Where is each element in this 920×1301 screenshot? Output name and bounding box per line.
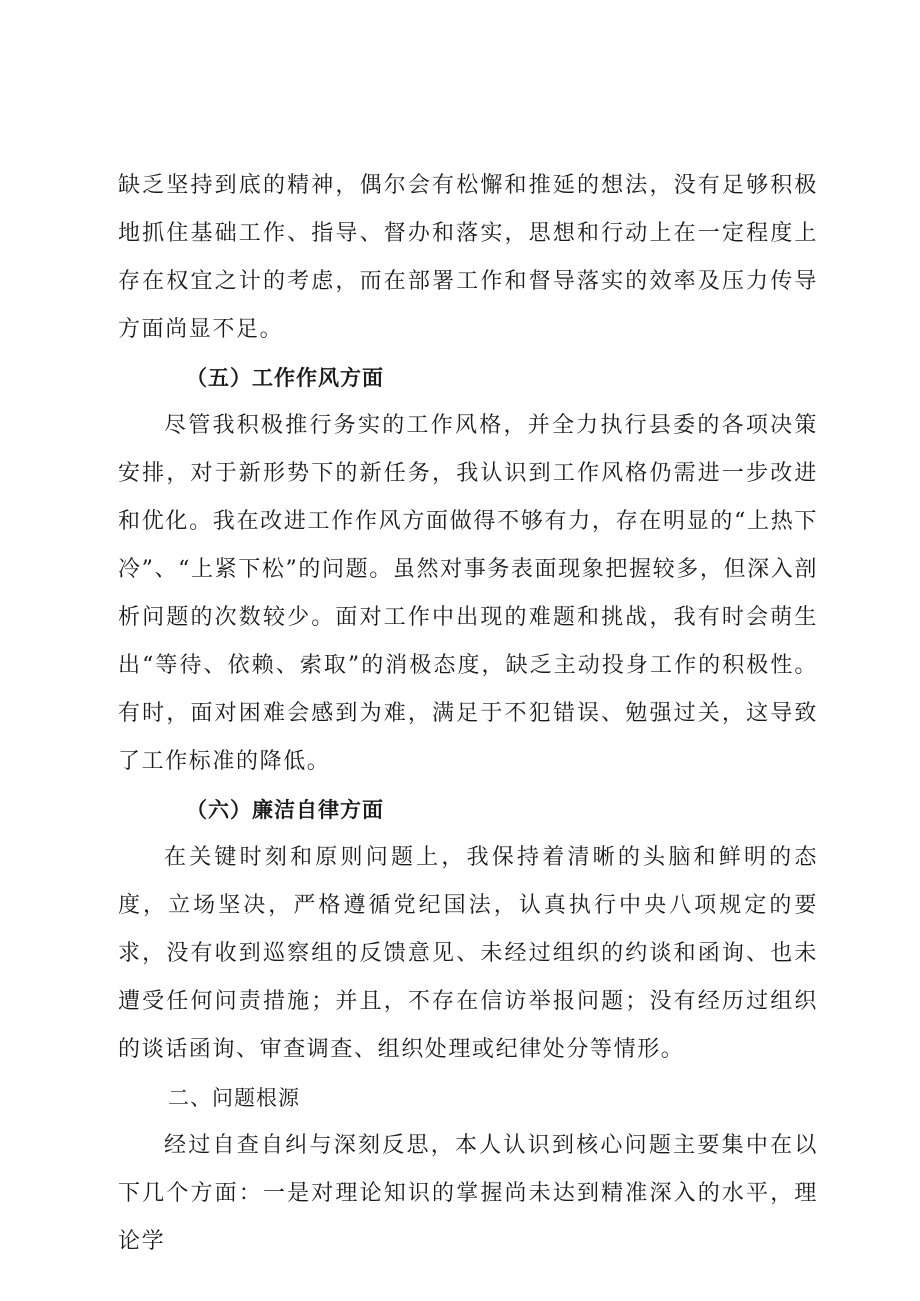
continued-paragraph: 缺乏坚持到底的精神，偶尔会有松懈和推延的想法，没有足够积极地抓住基础工作、指导、督办和落实，思想和行动上在一定程度上存在权宜之计的考虑，而在部署工作和督导落实的效率及压力传导方面尚显不足。 xyxy=(118,173,818,342)
root-causes-paragraph: 经过自查自纠与深刻反思，本人认识到核心问题主要集中在以下几个方面：一是对理论知识的掌握尚未达到精准深入的水平，理论学 xyxy=(118,1133,818,1254)
section-heading-work-style: （五）工作作风方面 xyxy=(186,366,384,390)
document-body xyxy=(118,162,818,1266)
section-heading-root-causes: 二、问题根源 xyxy=(168,1086,300,1110)
integrity-paragraph: 在关键时刻和原则问题上，我保持着清晰的头脑和鲜明的态度，立场坚决，严格遵循党纪国法，认真执行中央八项规定的要求，没有收到巡察组的反馈意见、未经过组织的约谈和函询、也未遭受任何问责措施；并且，不存在信访举报问题；没有经历过组织的谈话函询、审查调查、组织处理或纪律处分等情形。 xyxy=(118,845,818,1062)
section-heading-integrity: （六）廉洁自律方面 xyxy=(186,798,384,822)
work-style-paragraph: 尽管我积极推行务实的工作风格，并全力执行县委的各项决策安排，对于新形势下的新任务，我认识到工作风格仍需进一步改进和优化。我在改进工作作风方面做得不够有力，存在明显的“上热下冷”、“上紧下松”的问题。虽然对事务表面现象把握较多，但深入剖析问题的次数较少。面对工作中出现的难题和挑战，我有时会萌生出“等待、依赖、索取”的消极态度，缺乏主动投身工作的积极性。有时，面对困难会感到为难，满足于不犯错误、勉强过关，这导致了工作标准的降低。 xyxy=(118,413,818,774)
